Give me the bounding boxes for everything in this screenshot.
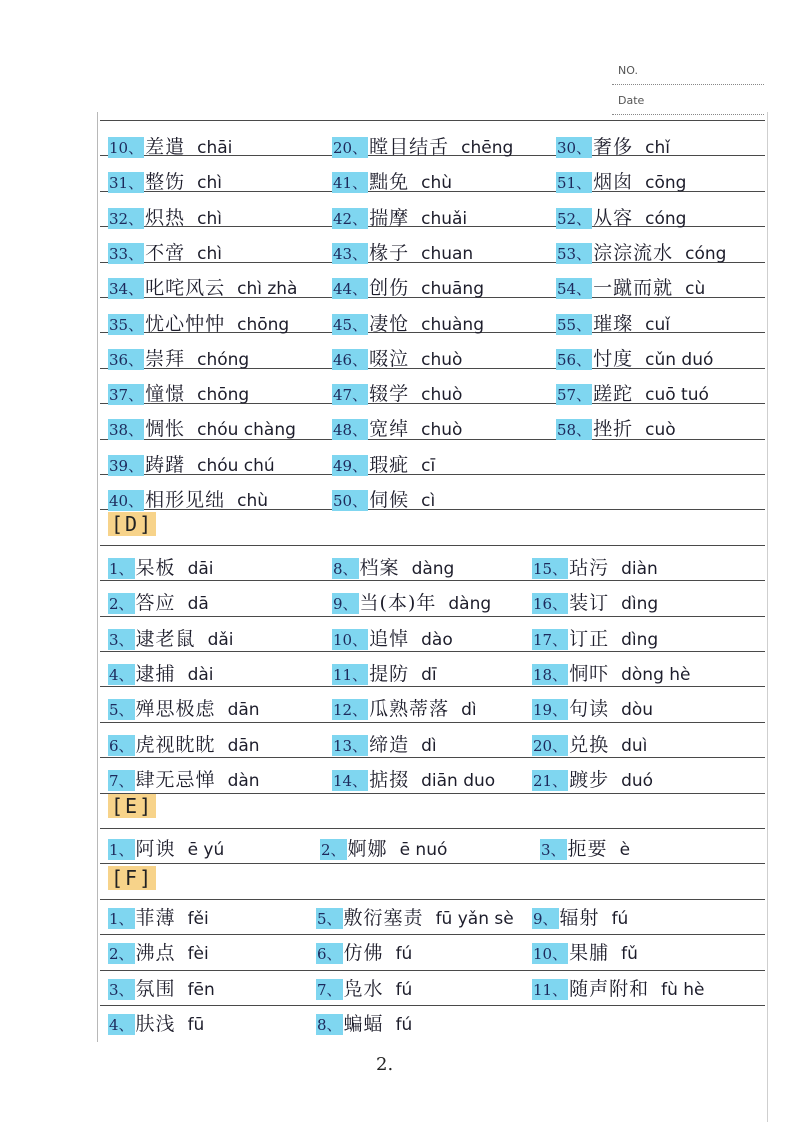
entry-pinyin: dān bbox=[227, 735, 260, 756]
vocab-entry bbox=[108, 588, 209, 615]
entry-pinyin: chōng bbox=[237, 314, 290, 335]
entry-number: 52、 bbox=[557, 209, 592, 228]
entry-word: 从容 bbox=[593, 206, 634, 229]
entry-word: 不啻 bbox=[145, 241, 186, 264]
vocab-entry bbox=[556, 344, 713, 371]
entry-pinyin: ē nuó bbox=[399, 840, 448, 860]
entry-number: 1、 bbox=[109, 910, 134, 928]
entry-word: 叱咤风云 bbox=[145, 277, 226, 300]
vocab-entry bbox=[108, 414, 296, 441]
vocab-entry bbox=[108, 834, 224, 861]
entry-pinyin: dì bbox=[421, 735, 437, 756]
section-heading-f: [F] bbox=[108, 866, 156, 890]
entry-pinyin: cōng bbox=[645, 173, 687, 194]
entry-pinyin: cóng bbox=[645, 208, 687, 229]
entry-number: 14、 bbox=[333, 771, 368, 790]
entry-number: 10、 bbox=[109, 139, 144, 157]
entry-word: 虎视眈眈 bbox=[135, 733, 216, 756]
entry-pinyin: dā bbox=[187, 594, 209, 615]
vocab-entry bbox=[556, 414, 676, 441]
entry-word: 当(本)年 bbox=[359, 592, 437, 615]
entry-word: 踌躇 bbox=[145, 453, 186, 476]
entry-number: 20、 bbox=[333, 139, 368, 157]
entry-number: 34、 bbox=[109, 280, 144, 299]
entry-word: 璀璨 bbox=[593, 312, 634, 335]
entry-number: 12、 bbox=[333, 701, 368, 720]
header-no-label: NO. bbox=[618, 64, 638, 77]
vocab-entry bbox=[108, 730, 260, 757]
entry-word: 烟囱 bbox=[593, 171, 634, 194]
entry-number: 5、 bbox=[317, 910, 342, 928]
vocab-entry bbox=[556, 238, 726, 265]
entry-word: 档案 bbox=[359, 557, 400, 579]
entry-pinyin: chóu chàng bbox=[197, 420, 296, 441]
entry-pinyin: cī bbox=[421, 455, 436, 476]
entry-pinyin: fū yǎn sè bbox=[435, 909, 514, 929]
vocab-entry bbox=[108, 694, 260, 721]
entry-pinyin: dàng bbox=[411, 559, 455, 579]
entry-pinyin: cóng bbox=[685, 243, 727, 264]
entry-word: 忖度 bbox=[593, 347, 634, 370]
entry-pinyin: chuò bbox=[421, 349, 463, 370]
entry-number: 2、 bbox=[321, 841, 346, 859]
entry-pinyin: dìng bbox=[621, 594, 659, 615]
vocab-entry bbox=[532, 659, 691, 686]
entry-word: 掂掇 bbox=[369, 768, 410, 791]
entry-word: 阿谀 bbox=[135, 838, 176, 860]
entry-number: 58、 bbox=[557, 421, 592, 440]
vocab-entry bbox=[108, 203, 222, 230]
entry-number: 46、 bbox=[333, 350, 368, 369]
vocab-entry bbox=[108, 974, 215, 1001]
entry-word: 踱步 bbox=[569, 768, 610, 791]
vocab-entry bbox=[108, 938, 209, 965]
entry-pinyin: dài bbox=[187, 664, 214, 685]
entry-word: 一蹴而就 bbox=[593, 277, 674, 300]
entry-pinyin: chì bbox=[197, 208, 222, 229]
entry-word: 伺候 bbox=[369, 489, 410, 511]
ruled-line bbox=[100, 934, 765, 935]
entry-word: 淙淙流水 bbox=[593, 241, 674, 264]
entry-number: 16、 bbox=[533, 595, 568, 614]
entry-number: 55、 bbox=[557, 315, 592, 334]
vocab-entry bbox=[108, 553, 214, 580]
entry-pinyin: fú bbox=[395, 979, 413, 1000]
entry-word: 炽热 bbox=[145, 206, 186, 229]
entry-pinyin: fèi bbox=[187, 944, 209, 965]
page-number: 2. bbox=[376, 1054, 394, 1075]
entry-pinyin: cuǐ bbox=[645, 314, 670, 335]
vocab-entry bbox=[108, 238, 222, 265]
entry-pinyin: fǔ bbox=[621, 944, 638, 965]
entry-word: 肆无忌惮 bbox=[135, 768, 216, 791]
vocab-entry bbox=[332, 694, 477, 721]
entry-pinyin: diān duo bbox=[421, 770, 496, 791]
entry-number: 9、 bbox=[333, 595, 358, 614]
entry-pinyin: dòng hè bbox=[621, 664, 691, 685]
entry-pinyin: fěi bbox=[187, 909, 209, 929]
entry-number: 38、 bbox=[109, 421, 144, 440]
vocab-entry bbox=[108, 132, 232, 159]
ruled-line bbox=[100, 580, 765, 581]
entry-word: 瞠目结舌 bbox=[369, 136, 450, 158]
entry-word: 椽子 bbox=[369, 241, 410, 264]
entry-number: 11、 bbox=[333, 665, 368, 684]
entry-word: 相形见绌 bbox=[145, 489, 226, 511]
vocab-entry bbox=[332, 273, 484, 300]
vocab-entry bbox=[532, 903, 628, 930]
vocab-entry bbox=[332, 203, 467, 230]
vocab-entry bbox=[332, 765, 495, 792]
entry-pinyin: chēng bbox=[461, 138, 514, 158]
section-heading-e: [E] bbox=[108, 794, 156, 818]
entry-number: 54、 bbox=[557, 280, 592, 299]
entry-word: 追悼 bbox=[369, 627, 410, 650]
entry-pinyin: dǎi bbox=[207, 629, 234, 650]
entry-word: 婀娜 bbox=[347, 838, 388, 860]
entry-number: 10、 bbox=[533, 945, 568, 964]
vocab-entry bbox=[108, 309, 289, 336]
vocab-entry bbox=[108, 485, 268, 512]
vocab-entry bbox=[332, 132, 513, 159]
vocab-entry bbox=[532, 938, 638, 965]
entry-number: 15、 bbox=[533, 560, 568, 578]
entry-pinyin: chuò bbox=[421, 420, 463, 441]
entry-number: 53、 bbox=[557, 244, 592, 263]
vocab-entry bbox=[108, 765, 260, 792]
entry-word: 句读 bbox=[569, 698, 610, 721]
entry-pinyin: chuò bbox=[421, 385, 463, 406]
entry-number: 37、 bbox=[109, 386, 144, 405]
entry-word: 殚思极虑 bbox=[135, 698, 216, 721]
entry-pinyin: dì bbox=[461, 700, 477, 721]
entry-number: 35、 bbox=[109, 315, 144, 334]
vocab-entry bbox=[332, 238, 473, 265]
entry-number: 4、 bbox=[109, 1015, 134, 1034]
vocab-entry bbox=[316, 974, 412, 1001]
entry-pinyin: fēn bbox=[187, 979, 215, 1000]
entry-word: 肤浅 bbox=[135, 1012, 176, 1035]
vocab-entry bbox=[556, 203, 686, 230]
header-date-line bbox=[612, 114, 764, 115]
entry-word: 兑换 bbox=[569, 733, 610, 756]
vocab-entry bbox=[108, 450, 275, 477]
entry-pinyin: è bbox=[619, 840, 631, 860]
entry-number: 48、 bbox=[333, 421, 368, 440]
entry-number: 57、 bbox=[557, 386, 592, 405]
entry-word: 瑕疵 bbox=[369, 453, 410, 476]
entry-pinyin: dī bbox=[421, 664, 437, 685]
entry-number: 19、 bbox=[533, 701, 568, 720]
entry-number: 36、 bbox=[109, 350, 144, 369]
entry-pinyin: dìng bbox=[621, 629, 659, 650]
entry-pinyin: fú bbox=[395, 1014, 413, 1035]
vocab-entry bbox=[316, 1009, 412, 1036]
entry-word: 提防 bbox=[369, 662, 410, 685]
vocab-entry bbox=[332, 485, 435, 512]
entry-pinyin: fú bbox=[395, 944, 413, 965]
entry-word: 蝙蝠 bbox=[343, 1012, 384, 1035]
entry-word: 逮老鼠 bbox=[135, 627, 196, 650]
vocab-entry bbox=[108, 624, 234, 651]
entry-word: 果脯 bbox=[569, 942, 610, 965]
entry-pinyin: chóu chú bbox=[197, 455, 275, 476]
page-binding-edge bbox=[767, 112, 768, 1122]
entry-number: 41、 bbox=[333, 174, 368, 193]
entry-number: 8、 bbox=[317, 1015, 342, 1034]
entry-word: 创伤 bbox=[369, 277, 410, 300]
entry-word: 沸点 bbox=[135, 942, 176, 965]
entry-pinyin: chì bbox=[197, 243, 222, 264]
entry-pinyin: dào bbox=[421, 629, 453, 650]
entry-number: 47、 bbox=[333, 386, 368, 405]
entry-word: 黜免 bbox=[369, 171, 410, 194]
vocab-entry bbox=[332, 450, 435, 477]
entry-pinyin: cuò bbox=[645, 420, 676, 441]
entry-number: 18、 bbox=[533, 665, 568, 684]
entry-number: 1、 bbox=[109, 560, 134, 578]
entry-word: 随声附和 bbox=[569, 977, 650, 1000]
entry-number: 8、 bbox=[333, 560, 358, 578]
entry-number: 21、 bbox=[533, 771, 568, 790]
vocab-entry bbox=[320, 834, 447, 861]
entry-number: 17、 bbox=[533, 630, 568, 649]
entry-pinyin: dòu bbox=[621, 700, 654, 721]
vocab-entry bbox=[532, 765, 653, 792]
entry-word: 仿佛 bbox=[343, 942, 384, 965]
entry-word: 瓜熟蒂落 bbox=[369, 698, 450, 721]
entry-word: 恫吓 bbox=[569, 662, 610, 685]
section-heading-d: [D] bbox=[108, 512, 156, 536]
entry-number: 40、 bbox=[109, 492, 144, 510]
vocab-entry bbox=[332, 379, 462, 406]
ruled-line bbox=[100, 793, 765, 794]
vocab-entry bbox=[332, 309, 484, 336]
entry-pinyin: cǔn duó bbox=[645, 349, 714, 370]
entry-pinyin: chì zhà bbox=[237, 279, 298, 300]
entry-number: 33、 bbox=[109, 244, 144, 263]
entry-pinyin: duì bbox=[621, 735, 648, 756]
entry-pinyin: chōng bbox=[197, 385, 250, 406]
entry-pinyin: duó bbox=[621, 770, 654, 791]
vocab-entry bbox=[556, 379, 709, 406]
entry-word: 奢侈 bbox=[593, 136, 634, 158]
entry-word: 辐射 bbox=[559, 907, 600, 929]
vocab-entry bbox=[108, 167, 222, 194]
entry-number: 49、 bbox=[333, 456, 368, 475]
entry-number: 6、 bbox=[317, 945, 342, 964]
ruled-line bbox=[100, 120, 765, 121]
entry-word: 答应 bbox=[135, 592, 176, 615]
entry-pinyin: chuǎi bbox=[421, 208, 468, 229]
entry-pinyin: ē yú bbox=[187, 840, 225, 860]
ruled-line bbox=[100, 686, 765, 687]
entry-word: 扼要 bbox=[567, 838, 608, 860]
entry-pinyin: chuāng bbox=[421, 279, 484, 300]
ruled-line bbox=[100, 722, 765, 723]
vocab-entry bbox=[108, 1009, 204, 1036]
entry-pinyin: dāi bbox=[187, 559, 214, 579]
entry-number: 4、 bbox=[109, 665, 134, 684]
entry-pinyin: chù bbox=[421, 173, 453, 194]
entry-word: 氛围 bbox=[135, 977, 176, 1000]
entry-word: 崇拜 bbox=[145, 347, 186, 370]
entry-number: 30、 bbox=[557, 139, 592, 157]
ruled-line bbox=[100, 970, 765, 971]
entry-number: 6、 bbox=[109, 736, 134, 755]
vocab-entry bbox=[316, 938, 412, 965]
vocab-entry bbox=[332, 414, 462, 441]
ruled-line bbox=[100, 757, 765, 758]
entry-number: 11、 bbox=[533, 980, 568, 999]
vocab-entry bbox=[108, 903, 209, 930]
entry-pinyin: chǐ bbox=[645, 138, 670, 158]
vocab-entry bbox=[532, 624, 658, 651]
entry-number: 1、 bbox=[109, 841, 134, 859]
entry-number: 7、 bbox=[109, 771, 134, 790]
entry-word: 呆板 bbox=[135, 557, 176, 579]
entry-word: 订正 bbox=[569, 627, 610, 650]
vocab-entry bbox=[108, 273, 297, 300]
entry-word: 辍学 bbox=[369, 383, 410, 406]
entry-number: 3、 bbox=[541, 841, 566, 859]
vocab-entry bbox=[540, 834, 630, 861]
entry-pinyin: chóng bbox=[197, 349, 250, 370]
entry-number: 2、 bbox=[109, 595, 134, 614]
vocab-entry bbox=[108, 379, 249, 406]
vocab-entry bbox=[108, 344, 249, 371]
entry-word: 啜泣 bbox=[369, 347, 410, 370]
entry-pinyin: chì bbox=[197, 173, 222, 194]
entry-number: 20、 bbox=[533, 736, 568, 755]
entry-word: 蹉跎 bbox=[593, 383, 634, 406]
margin-line bbox=[97, 112, 98, 1042]
entry-number: 3、 bbox=[109, 980, 134, 999]
entry-pinyin: fú bbox=[611, 909, 629, 929]
entry-pinyin: dān bbox=[227, 700, 260, 721]
vocab-entry bbox=[332, 730, 437, 757]
vocab-entry bbox=[332, 659, 437, 686]
entry-number: 56、 bbox=[557, 350, 592, 369]
entry-pinyin: cù bbox=[685, 279, 706, 300]
entry-pinyin: cuō tuó bbox=[645, 385, 709, 406]
entry-word: 凫水 bbox=[343, 977, 384, 1000]
ruled-line bbox=[100, 863, 765, 864]
vocab-entry bbox=[316, 903, 514, 930]
entry-pinyin: chuàng bbox=[421, 314, 484, 335]
vocab-entry bbox=[532, 694, 653, 721]
vocab-entry bbox=[556, 309, 670, 336]
entry-word: 凄怆 bbox=[369, 312, 410, 335]
entry-pinyin: dàn bbox=[227, 770, 260, 791]
vocab-entry bbox=[556, 167, 686, 194]
entry-word: 缔造 bbox=[369, 733, 410, 756]
entry-pinyin: fū bbox=[187, 1014, 205, 1035]
entry-number: 9、 bbox=[533, 910, 558, 928]
entry-number: 31、 bbox=[109, 174, 144, 193]
entry-word: 宽绰 bbox=[369, 418, 410, 441]
ruled-line bbox=[100, 651, 765, 652]
entry-number: 44、 bbox=[333, 280, 368, 299]
entry-number: 51、 bbox=[557, 174, 592, 193]
vocab-entry bbox=[108, 659, 214, 686]
vocab-entry bbox=[532, 730, 647, 757]
ruled-line bbox=[100, 828, 765, 829]
vocab-entry bbox=[332, 344, 462, 371]
entry-number: 45、 bbox=[333, 315, 368, 334]
entry-number: 7、 bbox=[317, 980, 342, 999]
vocab-entry bbox=[556, 132, 670, 159]
ruled-line bbox=[100, 1005, 765, 1006]
vocab-entry bbox=[532, 974, 705, 1001]
entry-number: 3、 bbox=[109, 630, 134, 649]
header-no-line bbox=[612, 84, 764, 85]
entry-word: 整饬 bbox=[145, 171, 186, 194]
entry-word: 忧心忡忡 bbox=[145, 312, 226, 335]
entry-number: 2、 bbox=[109, 945, 134, 964]
entry-number: 5、 bbox=[109, 701, 134, 720]
entry-word: 差遣 bbox=[145, 136, 186, 158]
entry-word: 玷污 bbox=[569, 557, 610, 579]
vocab-entry bbox=[332, 588, 491, 615]
ruled-line bbox=[100, 545, 765, 546]
entry-pinyin: fù hè bbox=[661, 979, 705, 1000]
entry-pinyin: chāi bbox=[197, 138, 233, 158]
entry-number: 50、 bbox=[333, 492, 368, 510]
vocab-entry bbox=[532, 588, 658, 615]
ruled-line bbox=[100, 899, 765, 900]
entry-pinyin: chù bbox=[237, 491, 269, 511]
entry-pinyin: diàn bbox=[621, 559, 658, 579]
entry-word: 揣摩 bbox=[369, 206, 410, 229]
entry-word: 惆怅 bbox=[145, 418, 186, 441]
entry-number: 39、 bbox=[109, 456, 144, 475]
vocab-entry bbox=[332, 167, 452, 194]
vocab-entry bbox=[556, 273, 705, 300]
entry-word: 憧憬 bbox=[145, 383, 186, 406]
entry-word: 菲薄 bbox=[135, 907, 176, 929]
entry-pinyin: chuan bbox=[421, 243, 474, 264]
entry-number: 43、 bbox=[333, 244, 368, 263]
entry-number: 42、 bbox=[333, 209, 368, 228]
entry-pinyin: dàng bbox=[448, 594, 492, 615]
entry-word: 装订 bbox=[569, 592, 610, 615]
entry-word: 敷衍塞责 bbox=[343, 907, 424, 929]
entry-number: 10、 bbox=[333, 630, 368, 649]
vocab-entry bbox=[332, 624, 453, 651]
entry-number: 32、 bbox=[109, 209, 144, 228]
header-date-label: Date bbox=[618, 94, 645, 107]
ruled-line bbox=[100, 616, 765, 617]
entry-word: 逮捕 bbox=[135, 662, 176, 685]
entry-number: 13、 bbox=[333, 736, 368, 755]
entry-word: 挫折 bbox=[593, 418, 634, 441]
vocab-entry bbox=[332, 553, 454, 580]
entry-pinyin: cì bbox=[421, 491, 436, 511]
vocab-entry bbox=[532, 553, 658, 580]
